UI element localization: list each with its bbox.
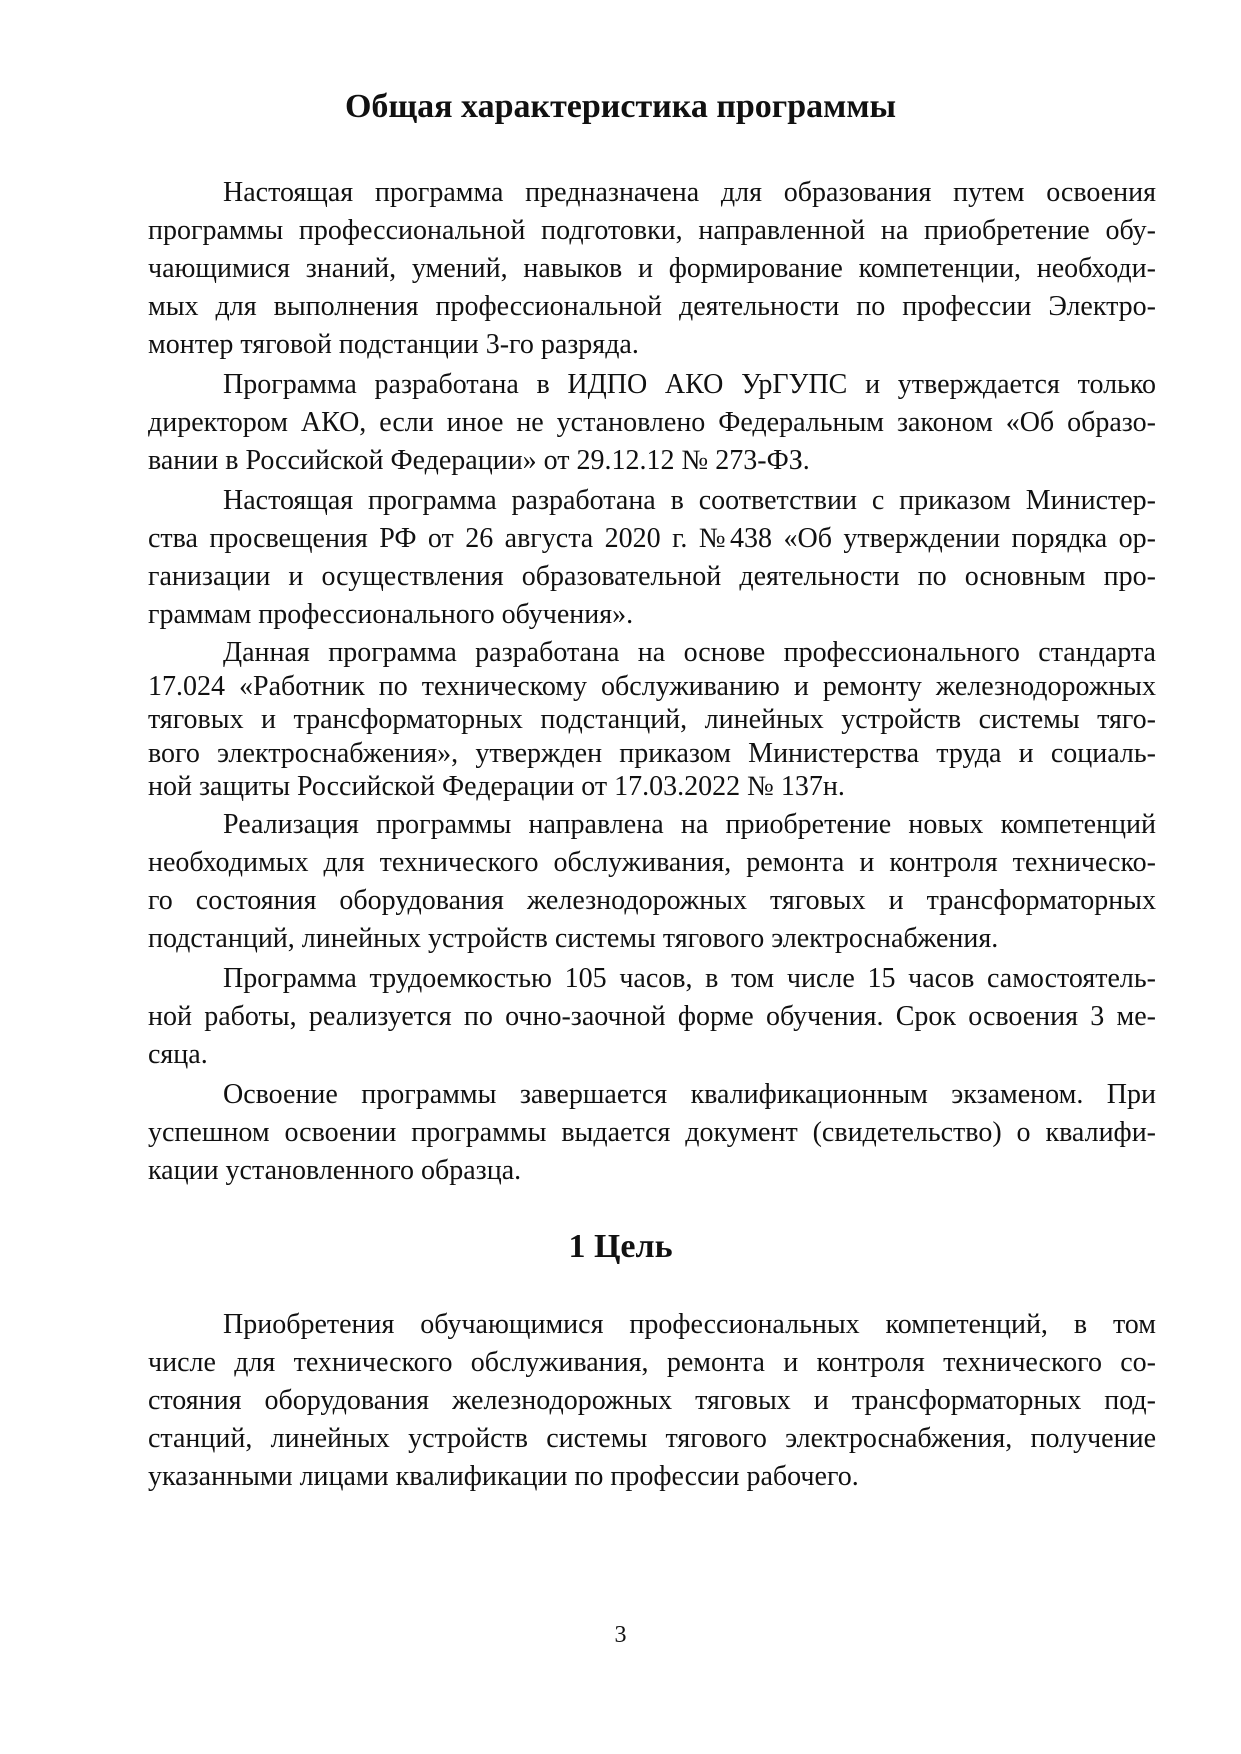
text-line: Данная программа разработана на основе профессионального стандарта bbox=[223, 637, 1156, 668]
text-line: числе для технического обслуживания, ремонта и контроля технического со- bbox=[148, 1347, 1156, 1378]
paragraph bbox=[148, 174, 1156, 364]
text-line: сяца. bbox=[148, 1038, 208, 1070]
text-line: необходимых для технического обслуживания, ремонта и контроля техническо- bbox=[148, 846, 1156, 878]
goal-text bbox=[148, 1306, 1156, 1498]
paragraph bbox=[148, 636, 1156, 804]
text-line: Программа трудоемкостью 105 часов, в том числе 15 часов самостоятель- bbox=[223, 962, 1156, 994]
text-line: директором АКО, если иное не установлено Федеральным законом «Об образо- bbox=[148, 407, 1156, 438]
text-line: мых для выполнения профессиональной деятельности по профессии Электро- bbox=[148, 291, 1156, 322]
text-line: монтер тяговой подстанции 3-го разряда. bbox=[148, 329, 639, 360]
text-line: кации установленного образца. bbox=[148, 1154, 522, 1186]
text-line: Программа разработана в ИДПО АКО УрГУПС и утверждается только bbox=[223, 369, 1156, 400]
text-line: Реализация программы направлена на приобретение новых компетенций bbox=[223, 808, 1156, 840]
paragraph bbox=[148, 366, 1156, 480]
text-line: вании в Российской Федерации» от 29.12.12 № 273-ФЗ. bbox=[148, 445, 810, 476]
text-line: станций, линейных устройств системы тягового электроснабжения, получение bbox=[148, 1423, 1156, 1454]
paragraph bbox=[148, 482, 1156, 634]
text-line: граммам профессионального обучения». bbox=[148, 599, 634, 630]
section-heading-goal: 1 Цель bbox=[568, 1228, 673, 1265]
paragraph bbox=[148, 960, 1156, 1074]
text-line: Освоение программы завершается квалификационным экзаменом. При bbox=[223, 1078, 1156, 1110]
text-line: ганизации и осуществления образовательной деятельности по основным про- bbox=[148, 561, 1156, 592]
text-line: вого электроснабжения», утвержден приказом Министерства труда и социаль- bbox=[148, 737, 1156, 769]
text-line: 17.024 «Работник по техническому обслуживанию и ремонту железнодорожных bbox=[148, 670, 1156, 702]
text-line: го состояния оборудования железнодорожных тяговых и трансформаторных bbox=[148, 884, 1156, 916]
paragraph bbox=[148, 1076, 1156, 1190]
paragraph bbox=[148, 806, 1156, 958]
text-line: чающимися знаний, умений, навыков и формирование компетенции, необходи- bbox=[148, 253, 1156, 284]
text-line: указанными лицами квалификации по профессии рабочего. bbox=[148, 1461, 859, 1492]
text-line: стояния оборудования железнодорожных тяговых и трансформаторных под- bbox=[148, 1385, 1156, 1416]
text-line: Настоящая программа предназначена для образования путем освоения bbox=[223, 177, 1156, 208]
text-line: успешном освоении программы выдается документ (свидетельство) о квалифи- bbox=[148, 1116, 1156, 1148]
text-line: ной работы, реализуется по очно-заочной форме обучения. Срок освоения 3 ме- bbox=[148, 1000, 1156, 1032]
text-line: подстанций, линейных устройств системы тягового электроснабжения. bbox=[148, 922, 999, 954]
text-line: Настоящая программа разработана в соответствии с приказом Министер- bbox=[223, 485, 1156, 516]
text-line: Приобретения обучающимися профессиональных компетенций, в том bbox=[223, 1309, 1156, 1340]
text-line: ства просвещения РФ от 26 августа 2020 г. №438 «Об утверждении порядка ор- bbox=[148, 523, 1156, 554]
page-number: 3 bbox=[614, 1622, 627, 1648]
text-line: тяговых и трансформаторных подстанций, линейных устройств системы тяго- bbox=[148, 704, 1156, 735]
page-title: Общая характеристика программы bbox=[344, 88, 897, 125]
general-description-text bbox=[148, 174, 1156, 1192]
paragraph bbox=[148, 1306, 1156, 1496]
text-line: ной защиты Российской Федерации от 17.03.2022 № 137н. bbox=[148, 771, 845, 802]
text-line: программы профессиональной подготовки, направленной на приобретение обу- bbox=[148, 215, 1156, 246]
